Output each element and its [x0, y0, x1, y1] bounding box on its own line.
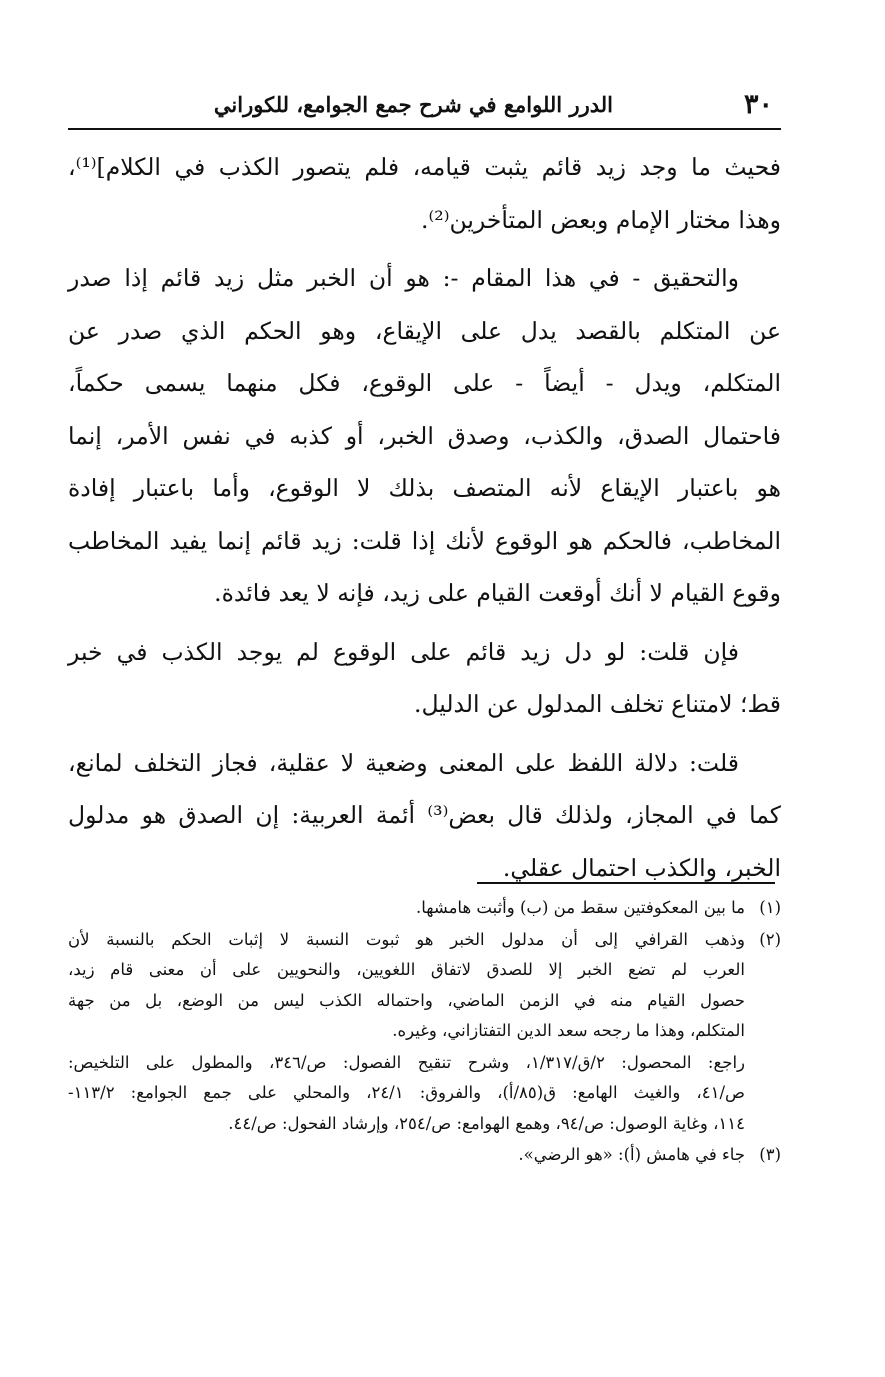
text-line: الخبر، والكذب احتمال عقلي.: [502, 853, 781, 882]
footnotes: [68, 893, 781, 1172]
paragraph-2: [68, 252, 781, 620]
footnote-line: حصول القيام منه في الزمن الماضي، واحتماله الكذب ليس من الوضع، بل من جهة: [68, 990, 745, 1010]
text-line: المخاطب، فالحكم هو الوقوع لأنك إذا قلت: زيد قائم إنما يفيد المخاطب: [68, 526, 781, 555]
footnote-mark: (١): [759, 898, 781, 917]
text-line: والتحقيق - في هذا المقام -: هو أن الخبر مثل زيد قائم إذا صدر: [68, 264, 739, 292]
text-line: فحيث ما وجد زيد قائم يثبت قيامه، فلم يتصور الكذب في الكلام]⁽¹⁾،: [68, 153, 781, 181]
footnote-2: [68, 925, 781, 1047]
footnote-3: [68, 1140, 781, 1171]
text-line: هو باعتبار الإيقاع لأنه المتصف بذلك لا الوقوع، وأما باعتبار إفادة: [68, 474, 781, 502]
text-line: وقوع القيام لا أنك أوقعت القيام على زيد، فإنه لا يعد فائدة.: [214, 579, 781, 607]
text-line: كما في المجاز، ولذلك قال بعض⁽³⁾ أئمة العربية: إن الصدق هو مدلول: [68, 801, 781, 829]
footnote-line: وذهب القرافي إلى أن مدلول الخبر هو ثبوت النسبة لا إثبات الحكم بالنسبة لأن: [68, 929, 745, 949]
paragraph-3: [68, 626, 781, 731]
page-header: [68, 86, 781, 124]
reference-line: ص/٤١، والغيث الهامع: ق(٨٥/أ)، والفروق: ٢٤/١، والمحلي على جمع الجوامع: ١١٣/٢-: [68, 1083, 745, 1102]
text-line: فإن قلت: لو دل زيد قائم على الوقوع لم يوجد الكذب في خبر: [68, 637, 739, 666]
footnote-line: المتكلم، وهذا ما رجحه سعد الدين التفتازاني، وغيره.: [392, 1021, 745, 1040]
text-line: قلت: دلالة اللفظ على المعنى وضعية لا عقلية، فجاز التخلف لمانع،: [68, 748, 739, 777]
header-divider: [68, 128, 781, 130]
reference-line: راجع: المحصول: ٢/ق/١/٣١٧، وشرح تنقيح الفصول: ص/٣٤٦، والمطول على التلخيص:: [68, 1052, 745, 1072]
reference-line: ١١٤، وغاية الوصول: ص/٩٤، وهمع الهوامع: ص/٢٥٤، وإرشاد الفحول: ص/٤٤.: [228, 1113, 745, 1133]
footnote-mark: (٣): [759, 1145, 781, 1164]
footnote-divider: [477, 882, 775, 884]
footnote-1: [68, 893, 781, 924]
footnote-2-references: [68, 1048, 781, 1140]
text-line: عن المتكلم بالقصد يدل على الإيقاع، وهو الحكم الذي صدر عن: [68, 316, 781, 345]
text-line: المتكلم، ويدل - أيضاً - على الوقوع، فكل منهما يسمى حكماً،: [68, 369, 781, 397]
text-line: قط؛ لامتناع تخلف المدلول عن الدليل.: [414, 690, 781, 718]
footnote-line: العرب لم تضع الخبر إلا للصدق لاتفاق اللغويين، والنحويين على أن معنى قام زيد،: [68, 960, 745, 979]
main-text: [68, 141, 781, 900]
running-title: الدرر اللوامع في شرح جمع الجوامع، للكوراني: [213, 92, 613, 117]
paragraph-1: [68, 141, 781, 246]
footnote-line: جاء في هامش (أ): «هو الرضي».: [518, 1145, 745, 1164]
footnote-mark: (٢): [759, 929, 781, 949]
text-line: وهذا مختار الإمام وبعض المتأخرين⁽²⁾.: [421, 205, 781, 234]
text-line: فاحتمال الصدق، والكذب، وصدق الخبر، أو كذبه في نفس الأمر، إنما: [68, 421, 781, 450]
footnote-line: ما بين المعكوفتين سقط من (ب) وأثبت هامشها.: [416, 898, 745, 917]
page-number: ٣٠: [743, 89, 773, 120]
paragraph-4: [68, 737, 781, 895]
